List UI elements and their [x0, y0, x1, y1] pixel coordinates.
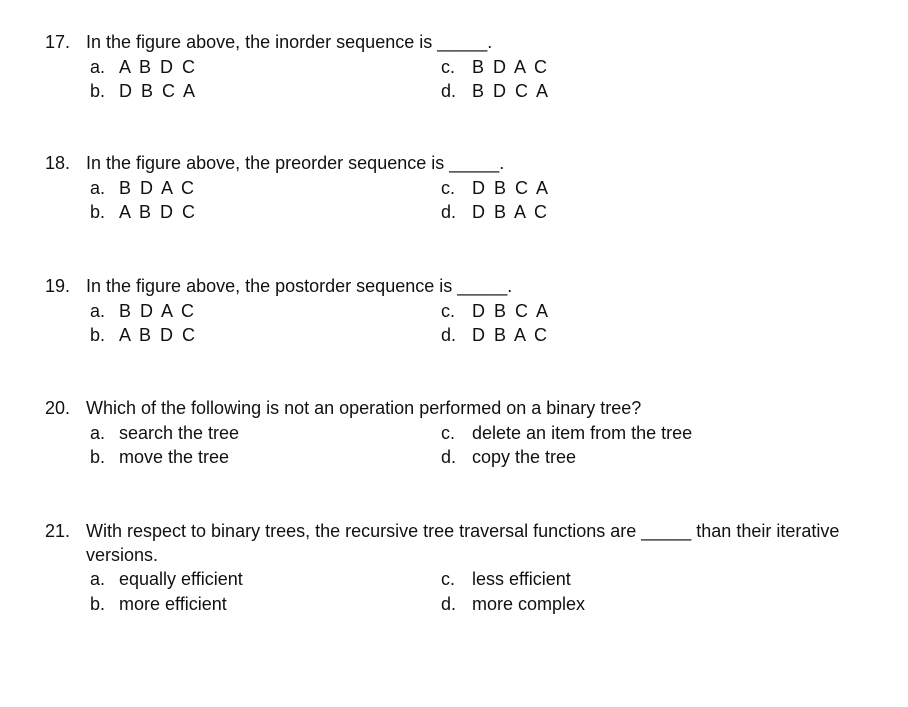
- option-letter: b.: [90, 594, 106, 614]
- option-text: A B D C: [119, 202, 198, 222]
- option-letter: d.: [441, 325, 457, 345]
- option-text: search the tree: [119, 423, 240, 443]
- option-text: B D A C: [119, 301, 197, 321]
- question-text: With respect to binary trees, the recursive tree traversal functions are _____ than their iterative: [86, 521, 840, 541]
- option-letter: a.: [90, 178, 106, 198]
- option-letter: a.: [90, 569, 106, 589]
- option-letter: a.: [90, 423, 106, 443]
- option-letter: d.: [441, 594, 457, 614]
- option-letter: c.: [441, 57, 456, 77]
- question-number: 20.: [45, 398, 71, 418]
- option-letter: d.: [441, 447, 457, 467]
- option-letter: d.: [441, 81, 457, 101]
- option-text: A B D C: [119, 325, 198, 345]
- question-text: In the figure above, the preorder sequence is _____.: [86, 153, 505, 173]
- option-text: A B D C: [119, 57, 198, 77]
- option-letter: a.: [90, 301, 106, 321]
- option-text: D B A C: [472, 202, 550, 222]
- question-number: 17.: [45, 32, 71, 52]
- option-text: B D A C: [472, 57, 550, 77]
- option-letter: c.: [441, 301, 456, 321]
- option-text: D B C A: [472, 301, 551, 321]
- option-text: D B C A: [119, 81, 198, 101]
- option-letter: b.: [90, 81, 106, 101]
- question-text: In the figure above, the inorder sequence is _____.: [86, 32, 493, 52]
- option-text: equally efficient: [119, 569, 243, 589]
- question-text-continued: versions.: [86, 545, 159, 565]
- option-text: B D A C: [119, 178, 197, 198]
- question-number: 21.: [45, 521, 71, 541]
- option-text: B D C A: [472, 81, 551, 101]
- question-text: In the figure above, the postorder sequence is _____.: [86, 276, 513, 296]
- question-number: 18.: [45, 153, 71, 173]
- option-letter: d.: [441, 202, 457, 222]
- option-text: more efficient: [119, 594, 227, 614]
- option-letter: c.: [441, 423, 456, 443]
- option-letter: c.: [441, 569, 456, 589]
- option-text: copy the tree: [472, 447, 577, 467]
- option-text: D B C A: [472, 178, 551, 198]
- option-letter: b.: [90, 447, 106, 467]
- option-text: D B A C: [472, 325, 550, 345]
- option-text: more complex: [472, 594, 586, 614]
- option-text: delete an item from the tree: [472, 423, 693, 443]
- option-letter: a.: [90, 57, 106, 77]
- option-letter: b.: [90, 325, 106, 345]
- option-text: move the tree: [119, 447, 230, 467]
- option-letter: b.: [90, 202, 106, 222]
- question-number: 19.: [45, 276, 71, 296]
- option-letter: c.: [441, 178, 456, 198]
- option-text: less efficient: [472, 569, 571, 589]
- question-text: Which of the following is not an operation performed on a binary tree?: [86, 398, 642, 418]
